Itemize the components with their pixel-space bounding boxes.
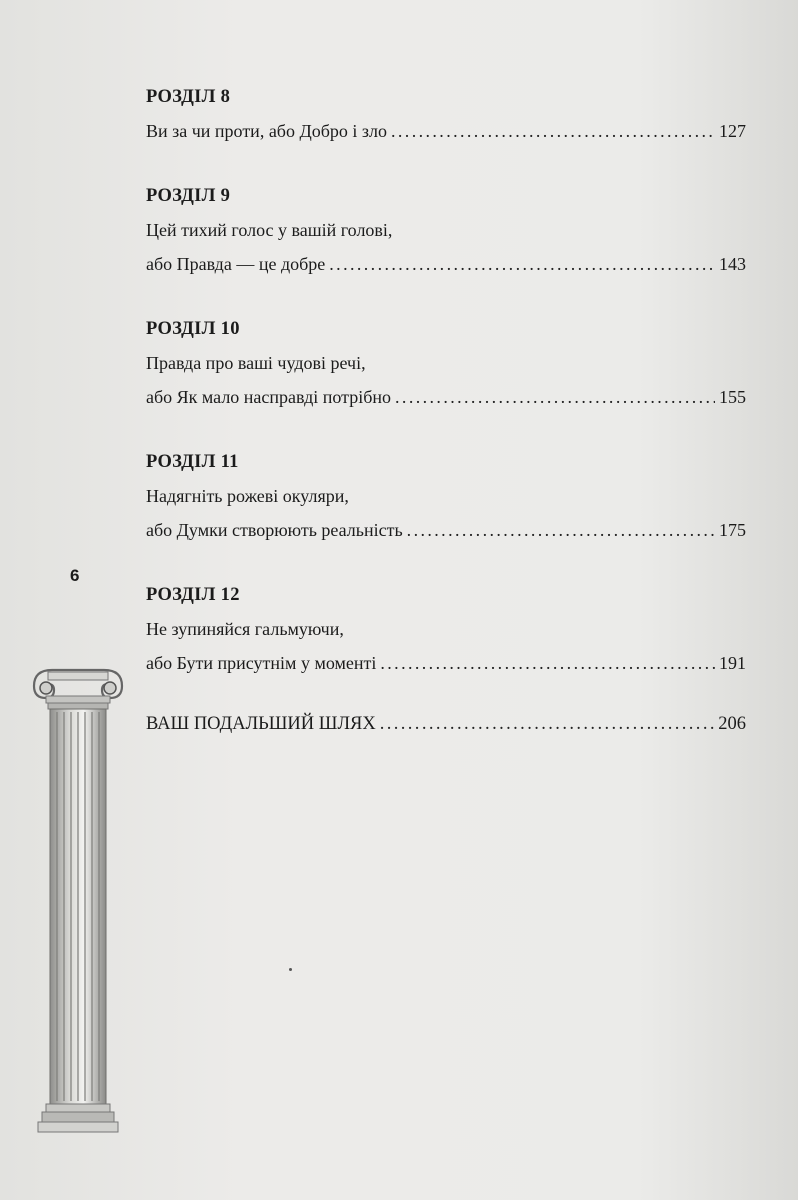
toc-entry-line	[146, 114, 746, 148]
leader-dots	[391, 114, 715, 148]
page-ref: 175	[719, 520, 746, 540]
toc-final-entry	[146, 707, 746, 741]
chapter-subtitle: або Правда — це добре	[146, 254, 326, 274]
chapter-subtitle: або Як мало насправді потрібно	[146, 387, 392, 407]
page-ref: 191	[719, 653, 746, 673]
page-number: 6	[70, 566, 80, 585]
chapter-title: Надягніть рожеві окуляри,	[146, 486, 349, 506]
final-entry-title: ВАШ ПОДАЛЬШИЙ ШЛЯХ	[146, 714, 376, 734]
leader-dots	[407, 513, 715, 547]
leader-dots	[329, 247, 715, 281]
toc-chapter-9	[146, 179, 746, 281]
leader-dots	[395, 380, 715, 414]
chapter-title-line	[146, 346, 746, 380]
leader-dots	[380, 707, 715, 741]
page-ref: 127	[719, 121, 746, 141]
toc-entry-line	[146, 380, 746, 414]
chapter-subtitle: або Думки створюють реальність	[146, 520, 403, 540]
chapter-heading: РОЗДІЛ 9	[146, 186, 231, 206]
toc-entry-line	[146, 646, 746, 680]
page-ref: 143	[719, 254, 746, 274]
toc-chapter-8	[146, 80, 746, 148]
chapter-subtitle: або Бути присутнім у моменті	[146, 653, 377, 673]
chapter-heading: РОЗДІЛ 12	[146, 585, 240, 605]
page-ref: 206	[718, 714, 746, 734]
toc-chapter-11	[146, 445, 746, 547]
chapter-title-line	[146, 612, 746, 646]
page-ref: 155	[719, 387, 746, 407]
chapter-title-line	[146, 479, 746, 513]
chapter-title: Правда про ваші чудові речі,	[146, 353, 366, 373]
chapter-title: Ви за чи проти, або Добро і зло	[146, 121, 387, 141]
chapter-title: Цей тихий голос у вашій голові,	[146, 220, 393, 240]
ionic-column-icon	[28, 664, 128, 1134]
toc-chapter-12	[146, 578, 746, 680]
chapter-title: Не зупиняйся гальмуючи,	[146, 619, 344, 639]
toc-entry-line	[146, 247, 746, 281]
chapter-heading: РОЗДІЛ 10	[146, 319, 240, 339]
chapter-title-line	[146, 213, 746, 247]
table-of-contents	[146, 80, 746, 741]
chapter-heading: РОЗДІЛ 8	[146, 87, 231, 107]
chapter-heading: РОЗДІЛ 11	[146, 452, 239, 472]
toc-entry-line	[146, 513, 746, 547]
toc-chapter-10	[146, 312, 746, 414]
print-speck	[289, 968, 292, 971]
leader-dots	[380, 646, 715, 680]
